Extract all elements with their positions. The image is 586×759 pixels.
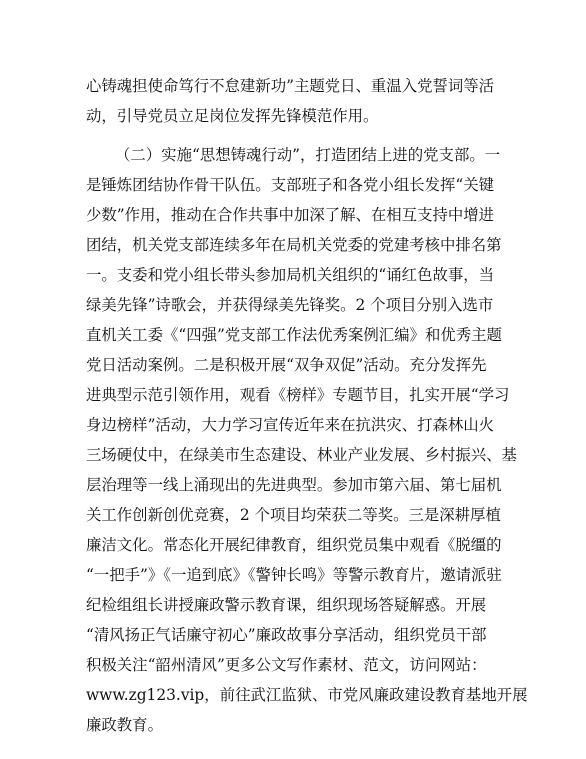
text-line: 进典型示范引领作用，观看《榜样》专题节目，扎实开展“学习 xyxy=(86,386,510,404)
text-line: 廉政教育。 xyxy=(86,716,163,734)
text-line: 层治理等一线上涌现出的先进典型。参加市第六届、第七届机 xyxy=(86,476,502,494)
text-line: “一把手”》《一追到底》《警钟长鸣》等警示教育片，邀请派驻 xyxy=(86,566,502,584)
text-line: 团结，机关党支部连续多年在局机关党委的党建考核中排名第 xyxy=(86,236,502,254)
text-line: 动，引导党员立足岗位发挥先锋模范作用。 xyxy=(86,107,379,125)
text-line: 是锤炼团结协作骨干队伍。支部班子和各党小组长发挥“关键 xyxy=(86,176,495,194)
text-line: 积极关注“韶州清风”更多公文写作素材、范文，访问网站： xyxy=(86,656,487,674)
document-body xyxy=(86,71,528,740)
text-line: 三场硬仗中，在绿美市生态建设、林业产业发展、乡村振兴、基 xyxy=(86,446,517,464)
text-line: 绿美先锋”诗歌会，并获得绿美先锋奖。2 个项目分别入选市 xyxy=(86,296,494,314)
text-line: 身边榜样”活动，大力学习宣传近年来在抗洪灾、打森林山火 xyxy=(86,416,495,434)
text-line: “清风扬正气话廉守初心”廉政故事分享活动，组织党员干部 xyxy=(86,626,487,644)
text-line: 关工作创新创优竞赛，2 个项目均荣获二等奖。三是深耕厚植 xyxy=(86,506,501,524)
text-line: 一。支委和党小组长带头参加局机关组织的“诵红色故事，当 xyxy=(86,266,495,284)
text-line: 廉洁文化。常态化开展纪律教育，组织党员集中观看《脱缰的 xyxy=(86,536,502,554)
text-line: 纪检组组长讲授廉政警示教育课，组织现场答疑解惑。开展 xyxy=(86,596,487,614)
text-line: （二）实施“思想铸魂行动”，打造团结上进的党支部。一 xyxy=(115,146,501,164)
text-line: www.zg123.vip，前往武江监狱、市党风廉政建设教育基地开展 xyxy=(86,686,528,704)
text-line: 直机关工委《“四强”党支部工作法优秀案例汇编》和优秀主题 xyxy=(86,326,502,344)
text-line: 心铸魂担使命笃行不怠建新功”主题党日、重温入党誓词等活 xyxy=(86,77,495,95)
text-line: 党日活动案例。二是积极开展“双争双促”活动。充分发挥先 xyxy=(86,356,487,374)
text-line: 少数”作用，推动在合作共事中加深了解、在相互支持中增进 xyxy=(86,206,495,224)
paragraph-2 xyxy=(86,140,528,740)
paragraph-spacer xyxy=(86,131,516,140)
paragraph-1 xyxy=(86,71,516,131)
